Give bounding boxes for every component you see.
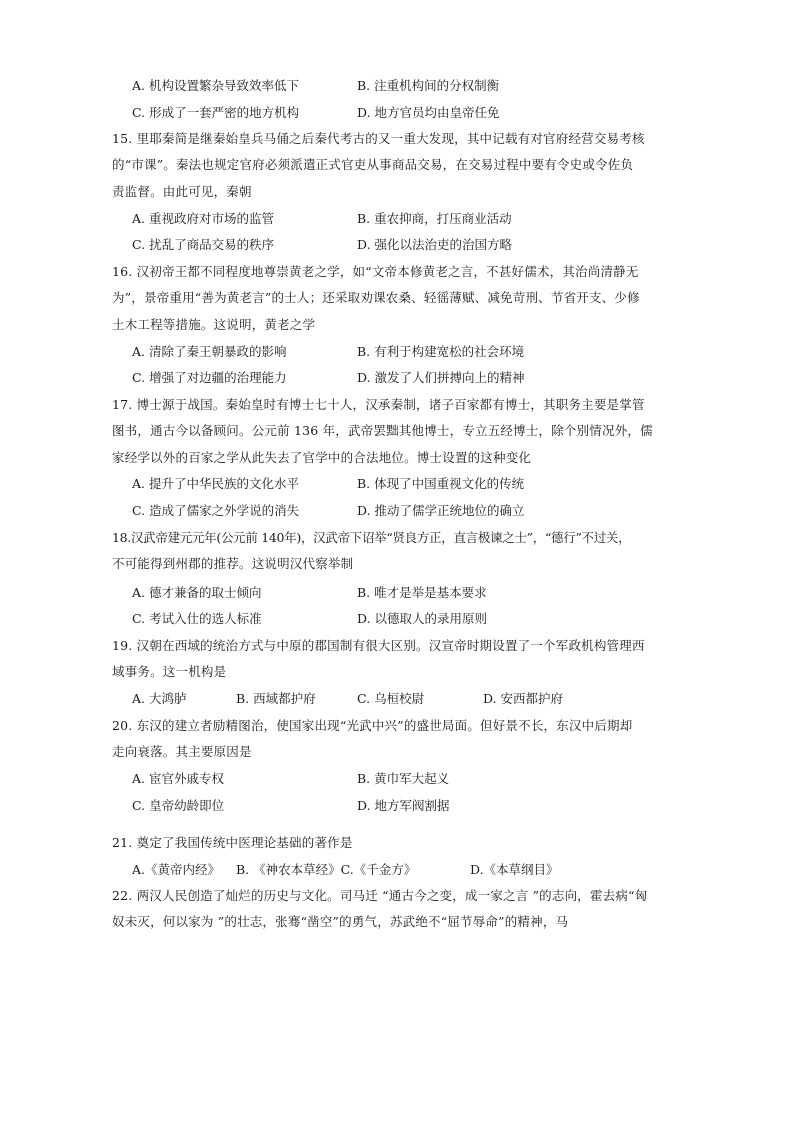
q15-stem-line2: 的“市课”。秦法也规定官府必须派遣正式官吏从事商品交易，在交易过程中要有令史或令佐负: [112, 157, 634, 172]
q19-option-d: D. 安西都护府: [483, 691, 564, 706]
q14-option-a: A. 机构设置繁杂导致效率低下: [132, 78, 299, 93]
q16-option-c: C. 增强了对边疆的治理能力: [132, 370, 287, 385]
q21-option-a: A.《黄帝内经》: [132, 862, 221, 877]
q14-option-d: D. 地方官员均由皇帝任免: [357, 105, 500, 120]
q19-stem-line1: 19. 汉朝在西域的统治方式与中原的郡国制有很大区别。汉宣帝时期设置了一个军政机构管理西: [112, 638, 645, 653]
q17-stem-line3: 家经学以外的百家之学从此失去了官学中的合法地位。博士设置的这种变化: [112, 450, 532, 465]
q15-option-c: C. 扰乱了商品交易的秩序: [132, 237, 275, 252]
q19-stem-line2: 域事务。这一机构是: [112, 664, 227, 679]
q16-option-a: A. 清除了秦王朝暴政的影响: [132, 344, 287, 359]
q15-option-a: A. 重视政府对市场的监管: [132, 211, 274, 226]
q20-option-b: B. 黄巾军大起义: [357, 771, 450, 786]
q14-option-c: C. 形成了一套严密的地方机构: [132, 105, 300, 120]
q20-option-a: A. 宦官外戚专权: [132, 771, 224, 786]
q17-option-b: B. 体现了中国重视文化的传统: [357, 476, 525, 491]
q18-option-a: A. 德才兼备的取士倾向: [132, 585, 262, 600]
q18-option-c: C. 考试入仕的选人标准: [132, 611, 262, 626]
q15-option-d: D. 强化以法治吏的治国方略: [357, 237, 513, 252]
q18-stem-line2: 不可能得到州郡的推荐。这说明汉代察举制: [112, 556, 354, 571]
q16-option-b: B. 有利于构建宽松的社会环境: [357, 344, 525, 359]
q21-option-d: D.《本草纲目》: [470, 862, 559, 877]
q15-stem-line1: 15. 里耶秦简是继秦始皇兵马俑之后秦代考古的又一重大发现，其中记载有对官府经营交易考核: [112, 131, 645, 146]
q16-stem-line2: 为”，景帝重用“善为黄老言”的士人；还采取劝课农桑、轻徭薄赋、减免苛刑、节省开支、少修: [112, 290, 640, 305]
q20-stem-line1: 20. 东汉的建立者励精图治，使国家出现“光武中兴”的盛世局面。但好景不长，东汉中后期却: [112, 718, 633, 733]
q17-stem-line1: 17. 博士源于战国。秦始皇时有博士七十人，汉承秦制，诸子百家都有博士，其职务主要是掌管: [112, 397, 645, 412]
q21-stem-line1: 21. 奠定了我国传统中医理论基础的著作是: [112, 835, 353, 850]
q22-stem-line2: 奴未灭，何以家为 ”的壮志，张骞“凿空”的勇气，苏武绝不“屈节辱命”的精神，马: [112, 914, 569, 929]
q15-stem-line3: 责监督。由此可见，秦朝: [112, 184, 252, 199]
q15-option-b: B. 重农抑商，打压商业活动: [357, 211, 512, 226]
q14-option-b: B. 注重机构间的分权制衡: [357, 78, 500, 93]
q17-option-d: D. 推动了儒学正统地位的确立: [357, 503, 525, 518]
q17-option-c: C. 造成了儒家之外学说的消失: [132, 503, 300, 518]
q22-stem-line1: 22. 两汉人民创造了灿烂的历史与文化。司马迁 “通古今之变，成一家之言 ”的志向，霍去病“匈: [112, 888, 648, 903]
q20-stem-line2: 走向衰落。其主要原因是: [112, 744, 252, 759]
q17-stem-line2: 图书，通古今以备顾问。公元前 136 年，武帝罢黜其他博士，专立五经博士，除个别情况外，儒: [112, 423, 653, 438]
q16-stem-line1: 16. 汉初帝王都不同程度地尊崇黄老之学，如“文帝本修黄老之言，不甚好儒术，其治尚清静无: [112, 264, 639, 279]
q20-option-c: C. 皇帝幼龄即位: [132, 798, 225, 813]
q21-option-b-c: B. 《神农本草经》C.《千金方》: [236, 862, 417, 877]
q20-option-d: D. 地方军阀割据: [357, 798, 450, 813]
q16-option-d: D. 激发了人们拼搏向上的精神: [357, 370, 525, 385]
q18-option-b: B. 唯才是举是基本要求: [357, 585, 487, 600]
q17-option-a: A. 提升了中华民族的文化水平: [132, 476, 299, 491]
q16-stem-line3: 土木工程等措施。这说明，黄老之学: [112, 317, 316, 332]
q19-option-b: B. 西域都护府: [236, 691, 316, 706]
q19-option-c: C. 乌桓校尉: [357, 691, 425, 706]
q18-option-d: D. 以德取人的录用原则: [357, 611, 488, 626]
q18-stem-line1: 18.汉武帝建元元年(公元前 140年)，汉武帝下诏举“贤良方正，直言极谏之士”，“德行”不过关，: [112, 530, 631, 545]
q19-option-a: A. 大鸿胪: [132, 691, 187, 706]
